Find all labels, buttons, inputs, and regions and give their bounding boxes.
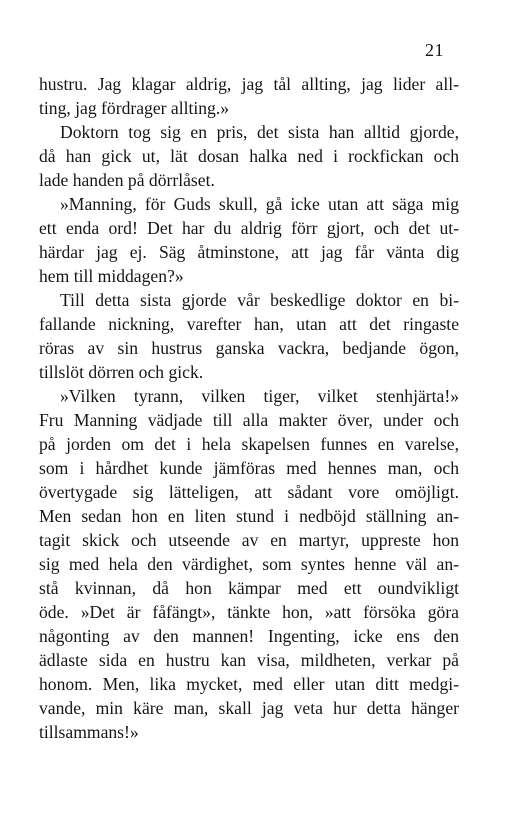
- text-line: röras av sin hustrus ganska vackra, bedjande ögon,: [39, 338, 459, 358]
- text-line: tillslöt dörren och gick.: [39, 362, 204, 382]
- text-line: någonting av den mannen! Ingenting, icke ens den: [39, 626, 459, 646]
- text-line: fallande nickning, varefter han, utan att det ringaste: [39, 314, 459, 334]
- page-number: 21: [425, 40, 444, 60]
- text-line: Fru Manning vädjade till alla makter över, under och: [39, 410, 459, 430]
- text-line: »Vilken tyrann, vilken tiger, vilket stenhjärta!»: [60, 386, 459, 406]
- text-line: vande, min käre man, skall jag veta hur detta hänger: [39, 698, 459, 718]
- text-line: på jorden om det i hela skapelsen funnes en varelse,: [39, 434, 459, 454]
- text-line: sig med hela den värdighet, som syntes henne väl an-: [39, 554, 459, 574]
- text-line: öde. »Det är fåfängt», tänkte hon, »att försöka göra: [39, 602, 459, 622]
- text-line: övertygade sig lätteligen, att sådant vore omöjligt.: [39, 482, 459, 502]
- text-line: ett enda ord! Det har du aldrig förr gjort, och det ut-: [39, 218, 459, 238]
- text-line: ädlaste sida en hustru kan visa, mildheten, verkar på: [39, 650, 459, 670]
- text-line: som i hårdhet kunde jämföras med hennes man, och: [39, 458, 459, 478]
- text-line: hem till middagen?»: [39, 266, 184, 286]
- text-line: lade handen på dörrlåset.: [39, 170, 215, 190]
- text-line: »Manning, för Guds skull, gå icke utan att säga mig: [60, 194, 459, 214]
- body-text: [39, 72, 459, 744]
- text-line: tillsammans!»: [39, 722, 139, 742]
- text-line: Doktorn tog sig en pris, det sista han alltid gjorde,: [60, 122, 459, 142]
- text-line: Till detta sista gjorde vår beskedlige doktor en bi-: [60, 290, 459, 310]
- text-line: stå kvinnan, då hon kämpar med ett oundvikligt: [39, 578, 459, 598]
- text-line: honom. Men, lika mycket, med eller utan ditt medgi-: [39, 674, 459, 694]
- text-line: hustru. Jag klagar aldrig, jag tål allting, jag lider all-: [39, 74, 459, 94]
- text-line: då han gick ut, lät dosan halka ned i rockfickan och: [39, 146, 459, 166]
- text-line: härdar jag ej. Säg åtminstone, att jag får vänta dig: [39, 242, 459, 262]
- text-line: ting, jag fördrager allting.»: [39, 98, 230, 118]
- text-line: Men sedan hon en liten stund i nedböjd ställning an-: [39, 506, 459, 526]
- text-line: tagit skick och utseende av en martyr, uppreste hon: [39, 530, 459, 550]
